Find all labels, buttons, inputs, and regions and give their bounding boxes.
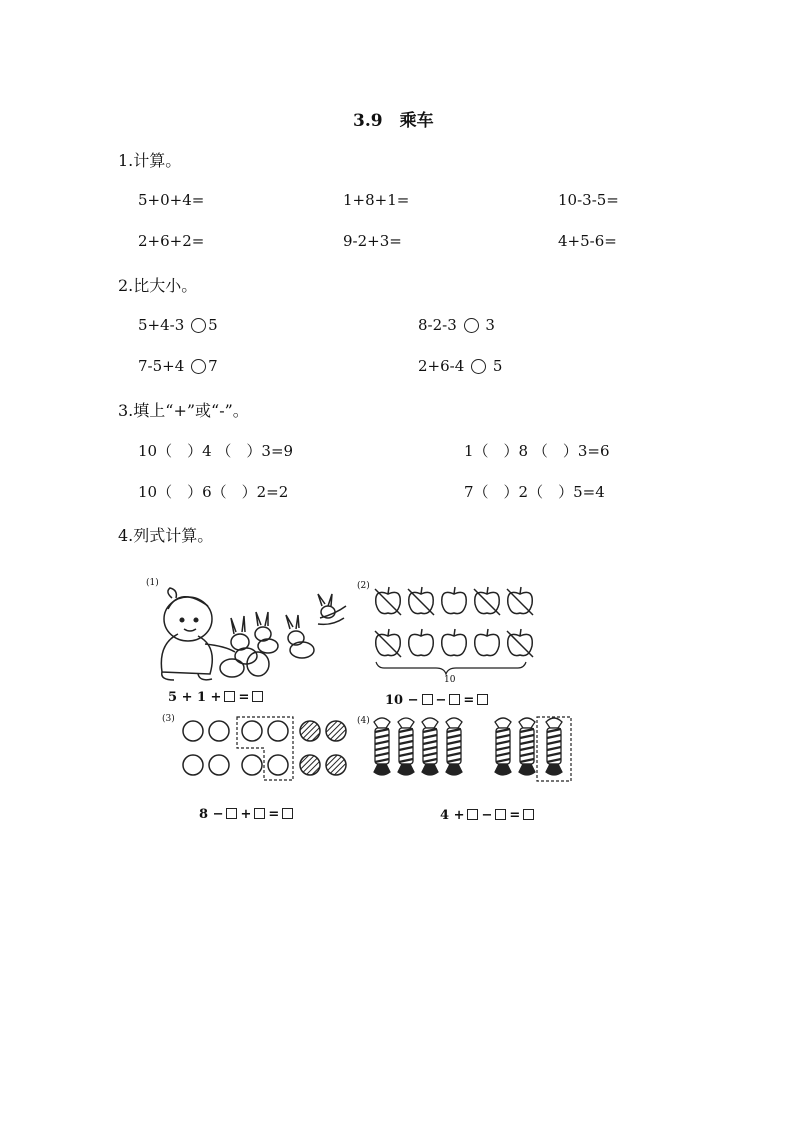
picture-4-equation	[440, 808, 537, 823]
compare-left: 5+4-3	[138, 316, 185, 334]
apple-icon	[408, 587, 434, 615]
compare-circle-blank[interactable]	[471, 359, 486, 374]
answer-box[interactable]	[449, 694, 460, 705]
compare-item	[418, 357, 502, 375]
equation-prefix: 8 −	[199, 807, 224, 822]
equation-operator: −	[435, 693, 447, 708]
answer-box[interactable]	[252, 691, 263, 702]
candy-icon	[398, 718, 414, 775]
section-2-heading: 2.比大小。	[118, 276, 198, 295]
compare-circle-blank[interactable]	[464, 318, 479, 333]
compare-left: 7-5+4	[138, 357, 185, 375]
equation-prefix: 5 + 1 +	[168, 690, 222, 705]
apples-illustration	[368, 578, 538, 688]
picture-1-label: (1)	[146, 578, 159, 588]
answer-box[interactable]	[523, 809, 534, 820]
circles-illustration	[176, 712, 356, 786]
compare-right: 3	[485, 316, 495, 334]
compare-item	[418, 316, 495, 334]
fill-sign-item: 10（ ）4 （ ）3=9	[138, 442, 294, 460]
equation-prefix: 4 +	[440, 808, 465, 823]
picture-3-equation	[199, 807, 296, 822]
answer-box[interactable]	[226, 808, 237, 819]
calc-item: 4+5-6=	[558, 232, 617, 250]
compare-left: 8-2-3	[418, 316, 457, 334]
equation-operator: =	[509, 808, 521, 823]
candy-icon	[446, 718, 462, 775]
apple-icon	[507, 629, 533, 657]
fill-sign-item: 1（ ）8 （ ）3=6	[464, 442, 610, 460]
apple-icon	[442, 587, 467, 614]
equation-operator: =	[238, 690, 250, 705]
section-3-heading: 3.填上“+”或“-”。	[118, 401, 249, 420]
calc-item: 9-2+3=	[343, 232, 402, 250]
child-rabbits-illustration	[150, 584, 355, 684]
apple-icon	[442, 629, 467, 656]
answer-box[interactable]	[282, 808, 293, 819]
equation-operator: −	[481, 808, 493, 823]
section-4-heading: 4.列式计算。	[118, 526, 214, 545]
candies-illustration	[368, 712, 578, 784]
calc-item: 1+8+1=	[343, 191, 410, 209]
fill-sign-item: 10（ ）6（ ）2=2	[138, 483, 289, 501]
compare-right: 7	[208, 357, 218, 375]
apple-icon	[375, 629, 401, 657]
answer-box[interactable]	[254, 808, 265, 819]
candy-icon	[422, 718, 438, 775]
apple-icon	[507, 587, 533, 615]
compare-item	[138, 357, 218, 375]
answer-box[interactable]	[477, 694, 488, 705]
apple-icon	[375, 587, 401, 615]
calc-item: 5+0+4=	[138, 191, 205, 209]
compare-circle-blank[interactable]	[191, 359, 206, 374]
candy-icon	[519, 718, 535, 775]
equation-operator: =	[463, 693, 475, 708]
apples-total-label: 10	[444, 675, 456, 685]
apple-icon	[474, 587, 500, 615]
candy-icon	[495, 718, 511, 775]
calc-item: 10-3-5=	[558, 191, 619, 209]
answer-box[interactable]	[495, 809, 506, 820]
answer-box[interactable]	[467, 809, 478, 820]
equation-operator: =	[268, 807, 280, 822]
picture-2-equation	[385, 693, 491, 708]
apple-icon	[475, 629, 500, 656]
compare-item	[138, 316, 218, 334]
equation-prefix: 10 −	[385, 693, 419, 708]
picture-1-equation	[168, 690, 266, 705]
compare-circle-blank[interactable]	[191, 318, 206, 333]
picture-4-label: (4)	[357, 716, 370, 726]
answer-box[interactable]	[422, 694, 433, 705]
calc-item: 2+6+2=	[138, 232, 205, 250]
candy-icon	[374, 718, 390, 775]
page-title: 3.9 乘车	[353, 111, 434, 131]
compare-right: 5	[208, 316, 218, 334]
picture-2-label: (2)	[357, 581, 370, 591]
answer-box[interactable]	[224, 691, 235, 702]
equation-operator: +	[240, 807, 252, 822]
apple-icon	[409, 629, 434, 656]
fill-sign-item: 7（ ）2（ ）5=4	[464, 483, 605, 501]
section-1-heading: 1.计算。	[118, 151, 182, 170]
picture-3-label: (3)	[162, 714, 175, 724]
compare-right: 5	[492, 357, 503, 375]
compare-left: 2+6-4	[418, 357, 465, 375]
candy-icon	[546, 718, 562, 775]
